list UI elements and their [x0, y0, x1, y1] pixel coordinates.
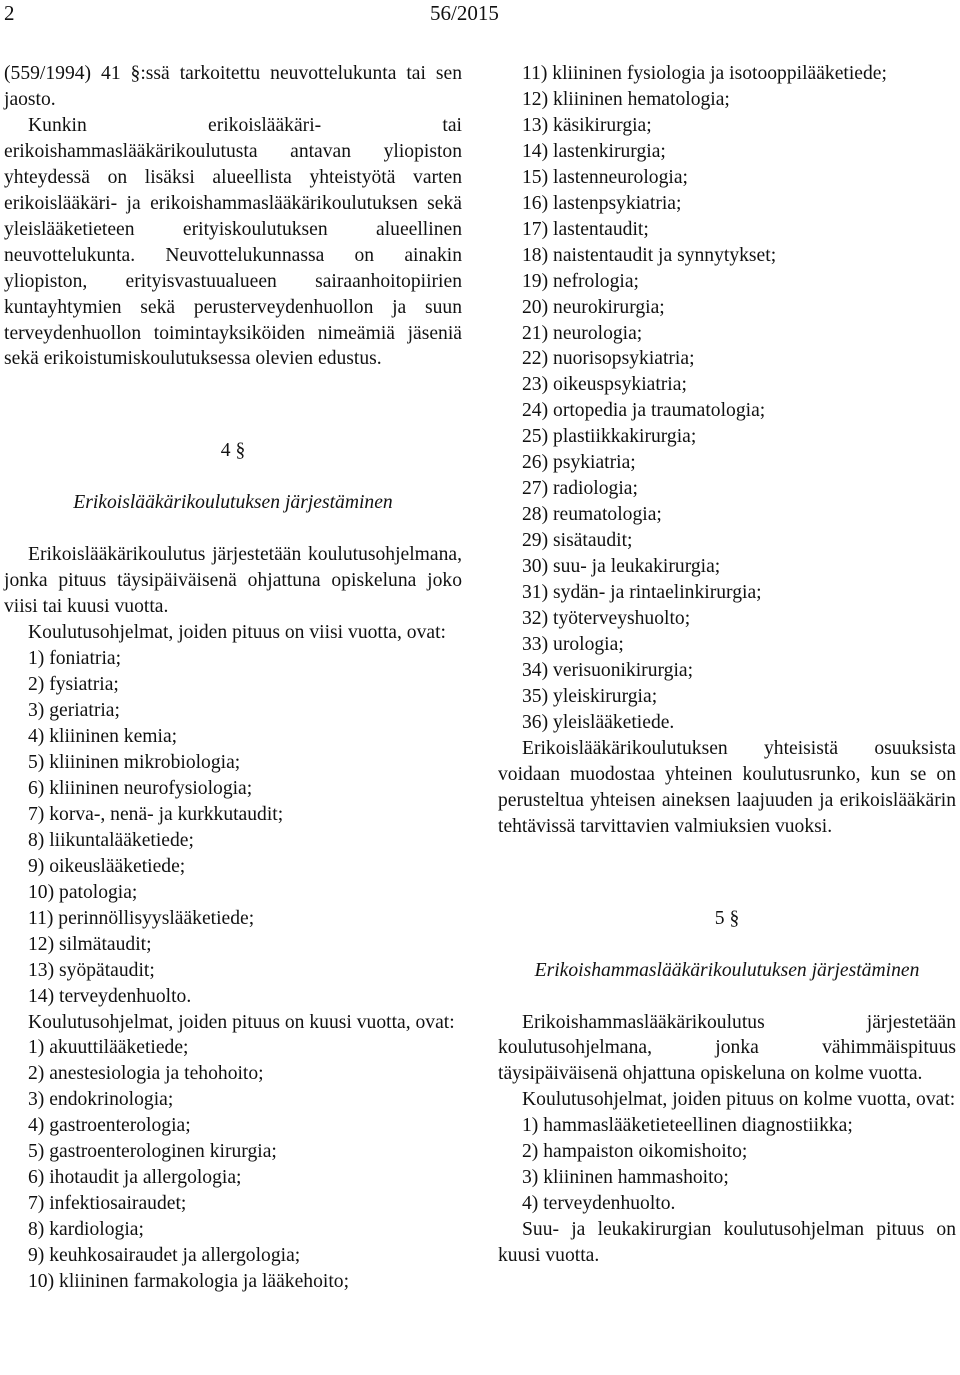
- paragraph-three-year-intro: Koulutusohjelmat, joiden pituus on kolme vuotta, ovat:: [522, 1089, 956, 1111]
- list-item: 11) perinnöllisyyslääketiede;: [28, 907, 255, 929]
- list-item: 19) nefrologia;: [522, 270, 639, 292]
- six-year-programme-list: [4, 1035, 462, 1295]
- list-item: 8) liikuntalääketiede;: [28, 829, 194, 851]
- list-item: 13) syöpätaudit;: [28, 959, 155, 981]
- list-item: 3) endokrinologia;: [28, 1089, 174, 1111]
- list-item: 2) hampaiston oikomishoito;: [522, 1141, 748, 1163]
- list-item: 29) sisätaudit;: [522, 530, 633, 552]
- list-item: 31) sydän- ja rintaelinkirurgia;: [522, 582, 762, 604]
- list-item: 6) ihotaudit ja allergologia;: [28, 1167, 242, 1189]
- list-item: 12) silmätaudit;: [28, 933, 152, 955]
- paragraph-regional-committee: Kunkin erikoislääkäri- tai erikoishammaslääkärikoulutusta antavan yliopiston yhteydessä on lisäksi alueellista yhteistyötä varten erikoislääkäri- ja erikoishammaslääkärikoulutuksen sekä yleislääketieteen erityiskoulutuksen alueellinen neuvottelukunta. Neuvottelukunnassa on ainakin yliopiston, erityisvastuualueen sairaanhoitopiirien kuntayhtymien sekä perusterveydenhuollon ja suun terveydenhuollon toimintayksiköiden nimeämiä jäseniä sekä erikoistumiskoulutuksessa olevien edustus.: [4, 114, 462, 370]
- list-item: 4) kliininen kemia;: [28, 726, 178, 748]
- section-5-title: Erikoishammaslääkärikoulutuksen järjestäminen: [534, 959, 920, 981]
- list-item: 7) korva-, nenä- ja kurkkutaudit;: [28, 803, 284, 825]
- three-year-programme-list: [498, 1113, 956, 1217]
- list-item: 2) fysiatria;: [28, 674, 119, 696]
- list-item: 18) naistentaudit ja synnytykset;: [522, 244, 777, 266]
- paragraph-five-year-intro: Koulutusohjelmat, joiden pituus on viisi vuotta, ovat:: [28, 622, 446, 644]
- list-item: 13) käsikirurgia;: [522, 114, 652, 136]
- list-item: 1) akuuttilääketiede;: [28, 1037, 189, 1059]
- list-item: 3) geriatria;: [28, 700, 120, 722]
- page-header: [0, 0, 960, 30]
- list-item: 32) työterveyshuolto;: [522, 608, 691, 630]
- list-item: 26) psykiatria;: [522, 452, 636, 474]
- paragraph-oral-surgery: Suu- ja leukakirurgian koulutusohjelman pituus on kuusi vuotta.: [498, 1219, 956, 1267]
- list-item: 5) gastroenterologinen kirurgia;: [28, 1141, 277, 1163]
- list-item: 11) kliininen fysiologia ja isotooppilääketiede;: [522, 63, 887, 84]
- paragraph-dental-training: Erikoishammaslääkärikoulutus järjestetään koulutusohjelmana, jonka vähimmäispituus täysipäiväisenä ohjattuna opiskeluna on kolme vuotta.: [498, 1011, 956, 1085]
- five-year-programme-list: [4, 646, 462, 1009]
- list-item: 8) kardiologia;: [28, 1219, 144, 1241]
- list-item: 23) oikeuspsykiatria;: [522, 374, 687, 396]
- list-item: 35) yleiskirurgia;: [522, 685, 658, 707]
- list-item: 15) lastenneurologia;: [522, 166, 688, 188]
- section-4-title: Erikoislääkärikoulutuksen järjestäminen: [73, 492, 393, 514]
- left-column: [4, 61, 462, 1295]
- document-number: 56/2015: [430, 1, 499, 25]
- list-item: 17) lastentaudit;: [522, 218, 649, 240]
- right-column: [498, 61, 956, 1269]
- list-item: 10) kliininen farmakologia ja lääkehoito;: [28, 1271, 350, 1293]
- list-item: 20) neurokirurgia;: [522, 296, 665, 318]
- paragraph-six-year-intro: Koulutusohjelmat, joiden pituus on kuusi vuotta, ovat:: [28, 1011, 455, 1033]
- list-item: 1) foniatria;: [28, 648, 122, 670]
- list-item: 22) nuorisopsykiatria;: [522, 348, 695, 370]
- list-item: 12) kliininen hematologia;: [522, 88, 730, 110]
- list-item: 9) keuhkosairaudet ja allergologia;: [28, 1245, 301, 1267]
- list-item: 33) urologia;: [522, 633, 624, 655]
- list-item: 21) neurologia;: [522, 322, 643, 344]
- list-item: 24) ortopedia ja traumatologia;: [522, 400, 766, 422]
- list-item: 4) terveydenhuolto.: [522, 1193, 676, 1215]
- list-item: 25) plastiikkakirurgia;: [522, 426, 697, 448]
- list-item: 14) terveydenhuolto.: [28, 985, 192, 1007]
- list-item: 14) lastenkirurgia;: [522, 140, 666, 162]
- six-year-programme-list-continued: [498, 61, 956, 736]
- list-item: 9) oikeuslääketiede;: [28, 855, 186, 877]
- list-item: 2) anestesiologia ja tehohoito;: [28, 1063, 264, 1085]
- list-item: 10) patologia;: [28, 881, 138, 903]
- list-item: 16) lastenpsykiatria;: [522, 192, 682, 214]
- list-item: 34) verisuonikirurgia;: [522, 659, 694, 681]
- paragraph-continuation: (559/1994) 41 §:ssä tarkoitettu neuvottelukunta tai sen jaosto.: [4, 63, 462, 110]
- list-item: 7) infektiosairaudet;: [28, 1193, 187, 1215]
- section-5-number: 5 §: [714, 907, 740, 929]
- list-item: 6) kliininen neurofysiologia;: [28, 777, 253, 799]
- section-4-number: 4 §: [220, 440, 246, 462]
- list-item: 3) kliininen hammashoito;: [522, 1167, 729, 1189]
- list-item: 36) yleislääketiede.: [522, 711, 675, 733]
- list-item: 5) kliininen mikrobiologia;: [28, 751, 241, 773]
- list-item: 28) reumatologia;: [522, 504, 662, 526]
- list-item: 27) radiologia;: [522, 478, 638, 500]
- paragraph-specialist-training: Erikoislääkärikoulutus järjestetään koulutusohjelmana, jonka pituus täysipäiväisenä ohjattuna opiskeluna joko viisi tai kuusi vuotta.: [4, 544, 462, 618]
- page-number: 2: [4, 1, 15, 25]
- list-item: 4) gastroenterologia;: [28, 1115, 191, 1137]
- list-item: 30) suu- ja leukakirurgia;: [522, 556, 721, 578]
- list-item: 1) hammaslääketieteellinen diagnostiikka;: [522, 1115, 853, 1137]
- paragraph-common-framework: Erikoislääkärikoulutuksen yhteisistä osuuksista voidaan muodostaa yhteinen koulutusrunko, kun se on perusteltua yhteisen aineksen laajuuden ja erikoislääkärin tehtävissä tarvittavien valmiuksien vuoksi.: [498, 737, 956, 837]
